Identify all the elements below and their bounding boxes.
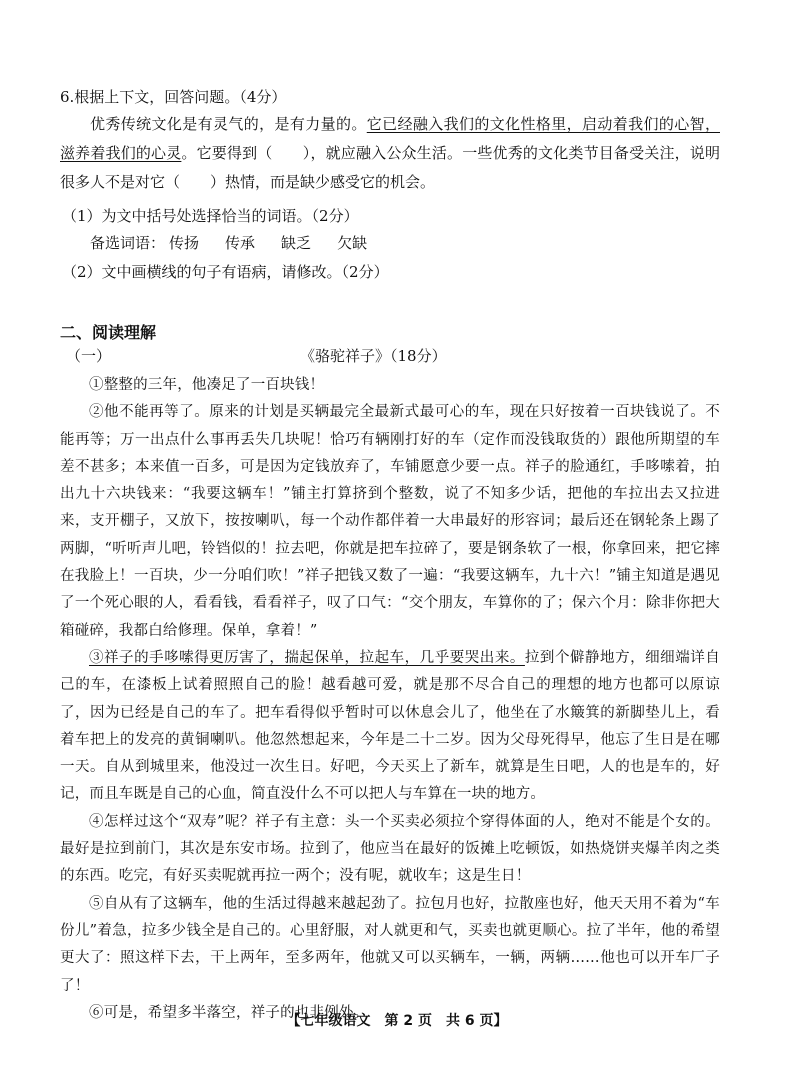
underlined-sentence: 它已经融入我们的文化性格里，启动着我们的心智，滋养着我们的心灵 xyxy=(60,115,720,162)
sub-question-2: （2）文中画横线的句子有语病，请修改。（2分） xyxy=(62,263,389,281)
passage-text-start: 优秀传统文化是有灵气的，是有力量的。 xyxy=(90,115,367,133)
question-6-passage xyxy=(60,110,720,197)
passage-text-end: 。它要得到（ ），就应融入公众生活。一些优秀的文化类节目备受关注，说明很多人不是对它（ ）热情，而是缺少感受它的机会。 xyxy=(60,144,720,191)
paragraph-5: ⑤自从有了这辆车，他的生活过得越来越起劲了。拉包月也好，拉散座也好，他天天用不着为“车份儿”着急，拉多少钱全是自己的。心里舒服，对人就更和气，买卖也就更顺心。拉了半年，他的希望更大了：照这样下去，干上两年，至多两年，他就又可以买辆车，一辆，两辆……他也可以开车厂子了！ xyxy=(60,895,720,994)
sub-question-1: （1）为文中括号处选择恰当的词语。（2分） xyxy=(62,207,359,225)
page-footer: 【七年级语文 第 2 页 共 6 页】 xyxy=(286,1013,508,1029)
passage-title: 《骆驼祥子》（18分） xyxy=(300,347,447,365)
word-options xyxy=(90,232,367,253)
option-word: 欠缺 xyxy=(337,234,368,252)
options-label: 备选词语： xyxy=(90,234,166,252)
underlined-sentence: ③祥子的手哆嗦得更厉害了，揣起保单，拉起车，几乎要哭出来。 xyxy=(89,649,525,666)
paragraph-3 xyxy=(60,645,720,809)
option-word: 传扬 xyxy=(169,234,200,252)
option-word: 缺乏 xyxy=(281,234,312,252)
part-label: （一） xyxy=(66,347,112,365)
question-6-heading: 6.根据上下文，回答问题。（4分） xyxy=(60,88,287,106)
option-word: 传承 xyxy=(225,234,256,252)
paragraph-4: ④怎样过这个“双寿”呢？祥子有主意：头一个买卖必须拉个穿得体面的人，绝对不能是个女的。最好是拉到前门，其次是东安市场。拉到了，他应当在最好的饭摊上吃顿饭，如热烧饼夹爆羊肉之类的东西。吃完，有好买卖呢就再拉一两个；没有呢，就收车；这是生日！ xyxy=(60,813,720,885)
section-heading: 二、阅读理解 xyxy=(60,323,157,342)
paragraph-1: ①整整的三年，他凑足了一百块钱！ xyxy=(89,377,325,393)
reading-passage xyxy=(60,372,720,1027)
paragraph-3-rest: 拉到个僻静地方，细细端详自己的车，在漆板上试着照照自己的脸！越看越可爱，就是那不尽合自己的理想的地方也都可以原谅了，因为已经是自己的车了。把车看得似乎暂时可以休息会儿了，他坐在了水簸箕的新脚垫儿上，看着车把上的发亮的黄铜喇叭。他忽然想起来，今年是二十二岁。因为父母死得早，他忘了生日是在哪一天。自从到城里来，他没过一次生日。好吧，今天买上了新车，就算是生日吧，人的也是车的，好记，而且车既是自己的心血，简直没什么不可以把人与车算在一块的地方。 xyxy=(60,649,720,803)
paragraph-2: ②他不能再等了。原来的计划是买辆最完全最新式最可心的车，现在只好按着一百块钱说了。不能再等；万一出点什么事再丢失几块呢！恰巧有辆刚打好的车（定作而没钱取货的）跟他所期望的车差不甚多；本来值一百多，可是因为定钱放弃了，车铺愿意少要一点。祥子的脸通红，手哆嗦着，拍出九十六块钱来：“我要这辆车！”铺主打算挤到个整数，说了不知多少话，把他的车拉出去又拉进来，支开棚子，又放下，按按喇叭，每一个动作都伴着一大串最好的形容词；最后还在钢轮条上踢了两脚，“听听声儿吧，铃铛似的！拉去吧，你就是把车拉碎了，要是钢条软了一根，你拿回来，把它摔在我脸上！一百块，少一分咱们吹！”祥子把钱又数了一遍：“我要这辆车，九十六！”铺主知道是遇见了一个死心眼的人，看看钱，看看祥子，叹了口气：“交个朋友，车算你的了；保六个月：除非你把大箱碰碎，我都白给修理。保单，拿着！” xyxy=(60,404,720,639)
paragraph-6: ⑥可是，希望多半落空，祥子的也非例外。 xyxy=(89,1004,369,1021)
